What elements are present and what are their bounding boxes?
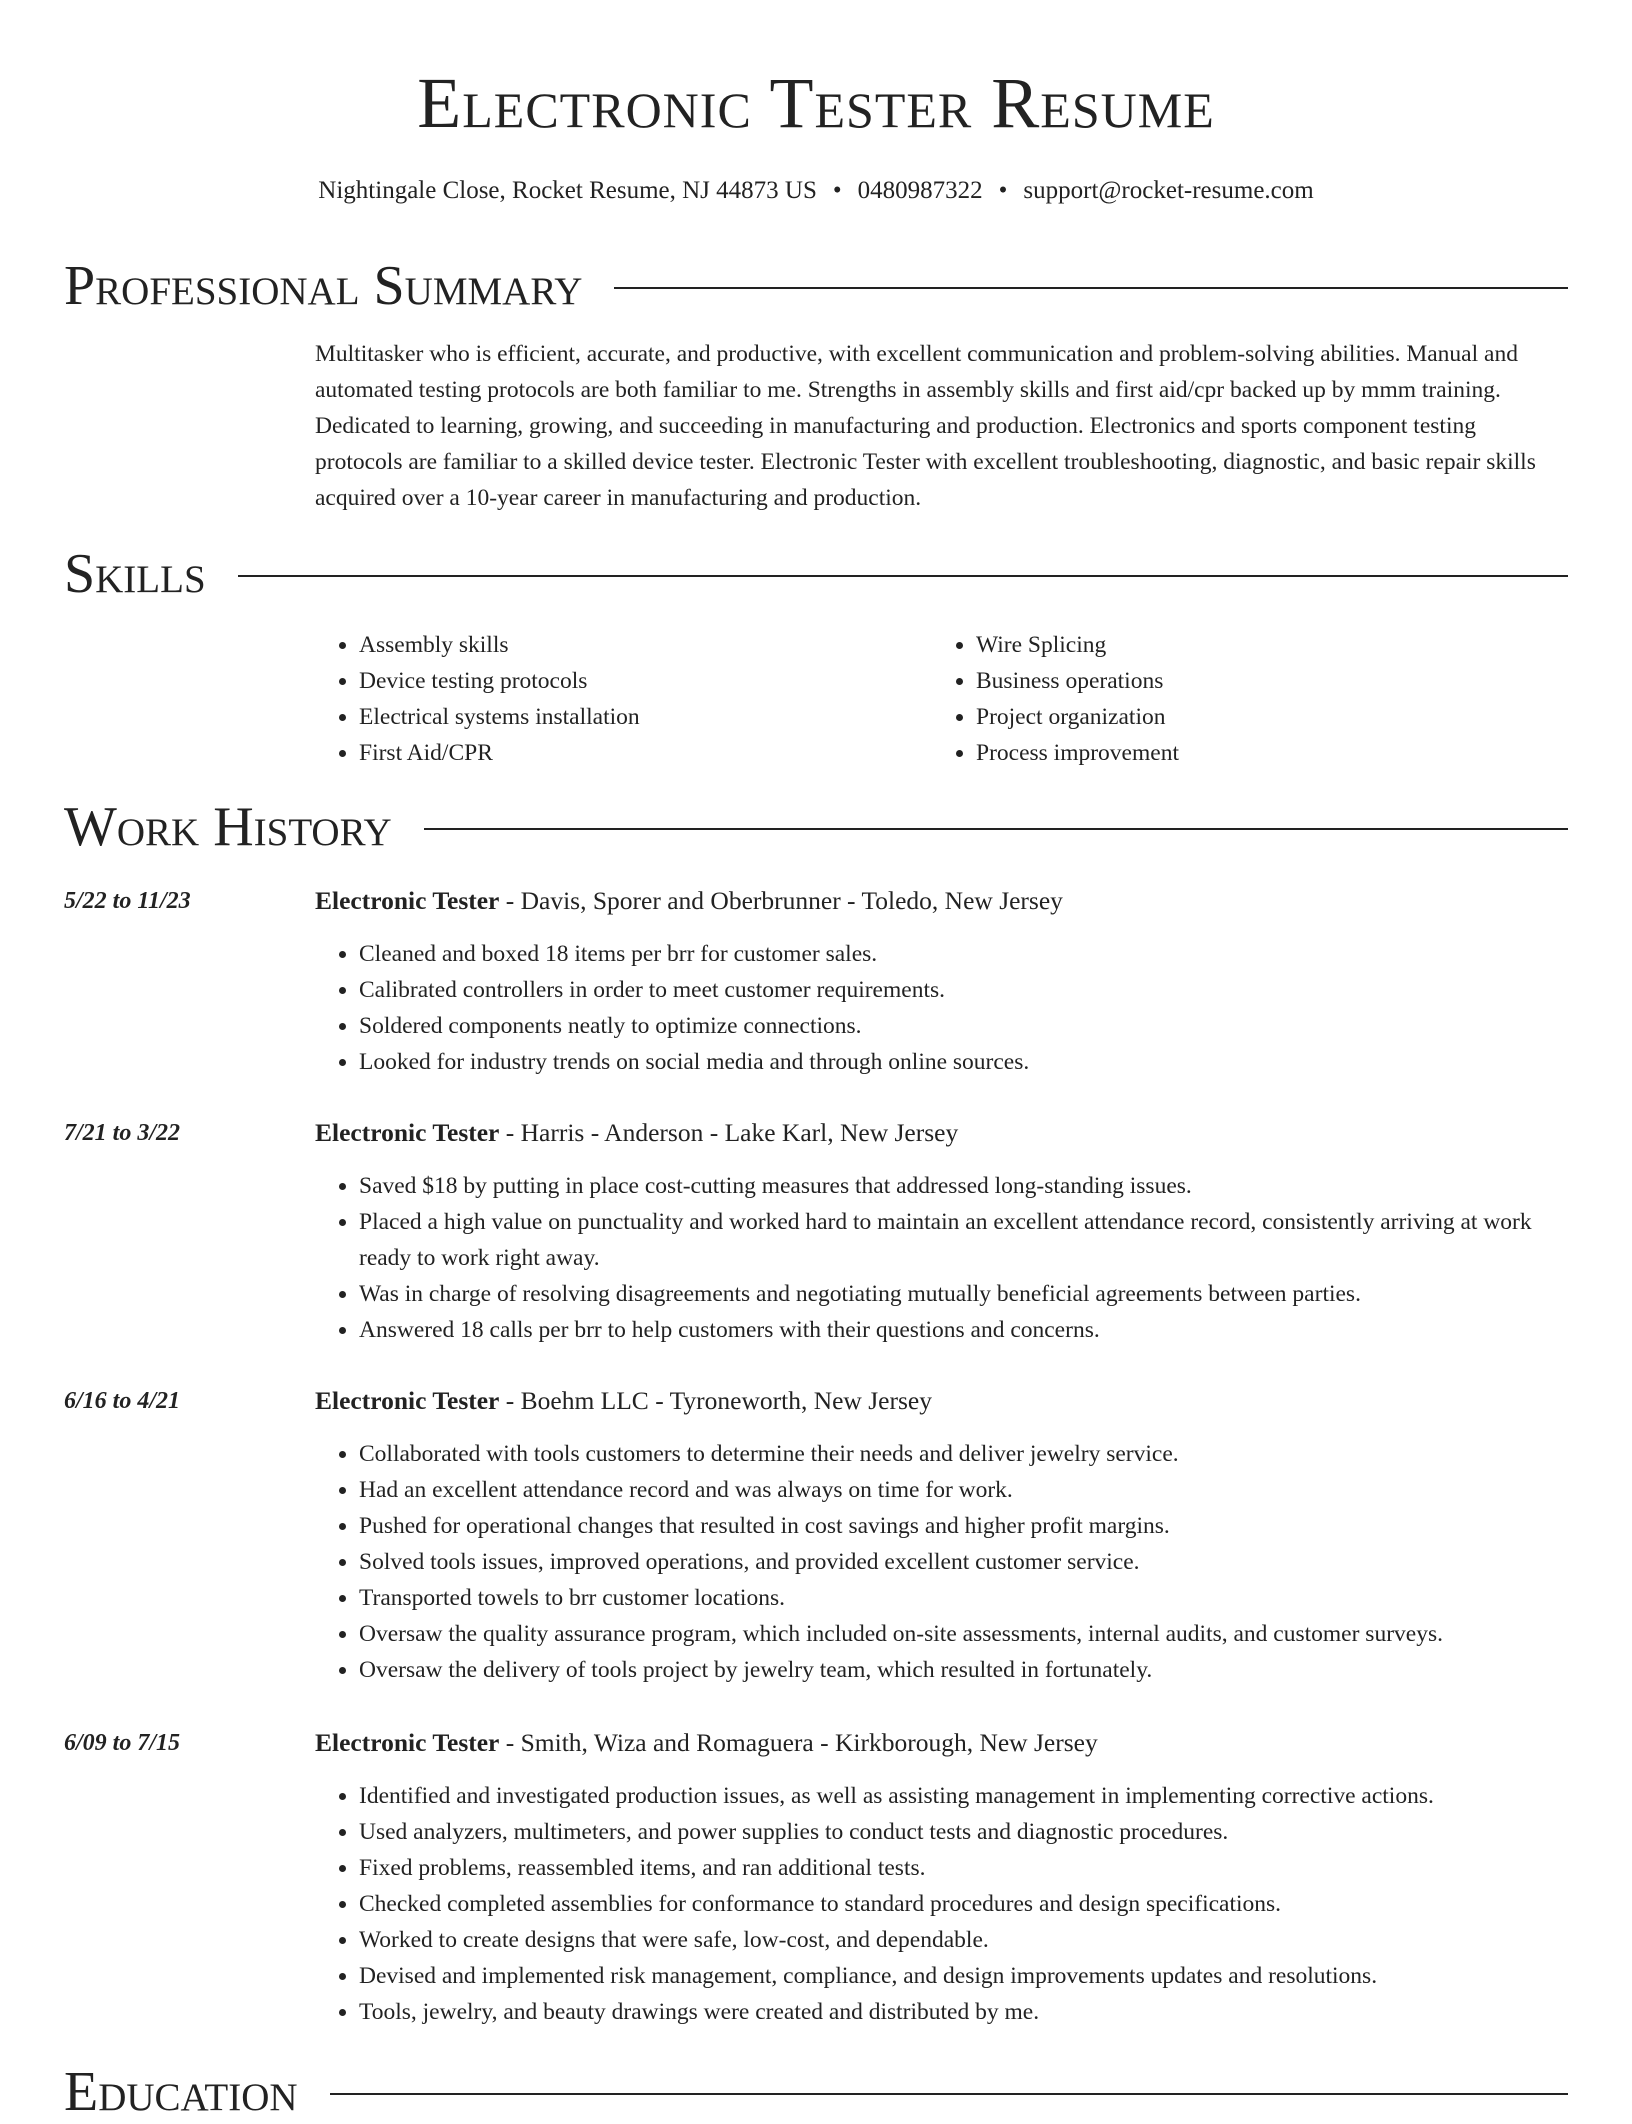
email-link[interactable]: support@rocket-resume.com — [1023, 177, 1314, 204]
job-duty: • Used analyzers, multimeters, and power supplies to conduct tests and diagnostic procedures. — [359, 1814, 1568, 1850]
job-duty: • Collaborated with tools customers to determine their needs and deliver jewelry service. — [359, 1436, 1568, 1472]
job-duty: • Fixed problems, reassembled items, and ran additional tests. — [359, 1850, 1568, 1886]
skills-list-left — [315, 627, 640, 771]
job-duty: • Cleaned and boxed 18 items per brr for customer sales. — [359, 936, 1568, 972]
phone-text: 0480987322 — [857, 177, 983, 204]
job-employer: - Boehm LLC - Tyroneworth, New Jersey — [499, 1386, 932, 1415]
section-divider — [424, 828, 1568, 830]
summary-text: Multitasker who is efficient, accurate, and productive, with excellent communication and problem-solving abilities. Manual and automated testing protocols are both familiar to me. Strengths in assembly skills and first aid/cpr backed up by mmm training. Dedicated to learning, growing, and succeeding in manufacturing and production. Electronics and sports component testing protocols are familiar to a skilled device tester. Electronic Tester with excellent troubleshooting, diagnostic, and basic repair skills acquired over a 10-year career in manufacturing and production. — [315, 341, 1536, 511]
section-divider — [238, 575, 1568, 577]
job-duty: • Worked to create designs that were safe, low-cost, and dependable. — [359, 1922, 1568, 1958]
job-duty: • Answered 18 calls per brr to help customers with their questions and concerns. — [359, 1312, 1568, 1348]
contact-separator: • — [998, 177, 1008, 204]
job-duty: • Soldered components neatly to optimize connections. — [359, 1008, 1568, 1044]
summary-heading: Professional Summary — [64, 255, 583, 317]
job-role: Electronic Tester — [315, 886, 500, 915]
job-duty: • Was in charge of resolving disagreements and negotiating mutually beneficial agreements between parties. — [359, 1276, 1568, 1312]
work-section-header — [64, 795, 1568, 859]
job-duty: • Solved tools issues, improved operations, and provided excellent customer service. — [359, 1544, 1568, 1580]
job-duties-list — [315, 1436, 1568, 1688]
job-duty: • Identified and investigated production issues, as well as assisting management in implementing corrective actions. — [359, 1778, 1568, 1814]
work-heading: Work History — [64, 796, 392, 858]
job-duty: • Saved $18 by putting in place cost-cutting measures that addressed long-standing issues. — [359, 1168, 1568, 1204]
job-role: Electronic Tester — [315, 1728, 500, 1757]
section-divider — [614, 287, 1568, 289]
job-employer: - Smith, Wiza and Romaguera - Kirkborough, New Jersey — [499, 1728, 1098, 1757]
skill-item: • Wire Splicing — [976, 627, 1179, 663]
address-text: Nightingale Close, Rocket Resume, NJ 44873 US — [318, 177, 817, 204]
job-duties-list — [315, 1168, 1568, 1348]
job-dates: 5/22 to 11/23 — [64, 888, 191, 914]
job-title-line — [315, 882, 1063, 920]
job-role: Electronic Tester — [315, 1118, 500, 1147]
resume-title: Electronic Tester Resume — [417, 63, 1215, 143]
skill-item: • Project organization — [976, 699, 1179, 735]
job-title-line — [315, 1114, 958, 1152]
education-heading: Education — [64, 2061, 298, 2123]
job-title-line — [315, 1724, 1098, 1762]
summary-section-header — [64, 254, 1568, 318]
job-duty: • Pushed for operational changes that resulted in cost savings and higher profit margins. — [359, 1508, 1568, 1544]
job-employer: - Davis, Sporer and Oberbrunner - Toledo, New Jersey — [499, 886, 1063, 915]
job-duty: • Oversaw the quality assurance program, which included on-site assessments, internal audits, and customer surveys. — [359, 1616, 1568, 1652]
job-duties-list — [315, 936, 1568, 1080]
job-employer: - Harris - Anderson - Lake Karl, New Jersey — [499, 1118, 959, 1147]
section-divider — [330, 2093, 1568, 2095]
skill-item: • Business operations — [976, 663, 1179, 699]
skills-section-header — [64, 542, 1568, 606]
job-duty: • Calibrated controllers in order to meet customer requirements. — [359, 972, 1568, 1008]
job-title-line — [315, 1382, 932, 1420]
skills-heading: Skills — [64, 543, 206, 605]
job-dates: 6/09 to 7/15 — [64, 1730, 181, 1756]
contact-separator: • — [832, 177, 842, 204]
job-duty: • Checked completed assemblies for conformance to standard procedures and design specifications. — [359, 1886, 1568, 1922]
job-dates: 6/16 to 4/21 — [64, 1388, 181, 1414]
job-role: Electronic Tester — [315, 1386, 500, 1415]
skill-item: • Assembly skills — [359, 627, 640, 663]
job-duty: • Tools, jewelry, and beauty drawings were created and distributed by me. — [359, 1994, 1568, 2030]
job-duty: • Had an excellent attendance record and was always on time for work. — [359, 1472, 1568, 1508]
job-duty: • Devised and implemented risk management, compliance, and design improvements updates and resolutions. — [359, 1958, 1568, 1994]
job-duty: • Looked for industry trends on social media and through online sources. — [359, 1044, 1568, 1080]
skills-list-right — [932, 627, 1179, 771]
skill-item: • Process improvement — [976, 735, 1179, 771]
education-section-header — [64, 2060, 1568, 2124]
skill-item: • Device testing protocols — [359, 663, 640, 699]
job-duty: • Transported towels to brr customer locations. — [359, 1580, 1568, 1616]
contact-line — [0, 174, 1632, 208]
job-duty: • Oversaw the delivery of tools project by jewelry team, which resulted in fortunately. — [359, 1652, 1568, 1688]
job-duties-list — [315, 1778, 1568, 2030]
job-duty: • Placed a high value on punctuality and worked hard to maintain an excellent attendance record, consistently arriving at work ready to work right away. — [359, 1204, 1568, 1276]
job-dates: 7/21 to 3/22 — [64, 1120, 181, 1146]
skill-item: • First Aid/CPR — [359, 735, 640, 771]
skill-item: • Electrical systems installation — [359, 699, 640, 735]
